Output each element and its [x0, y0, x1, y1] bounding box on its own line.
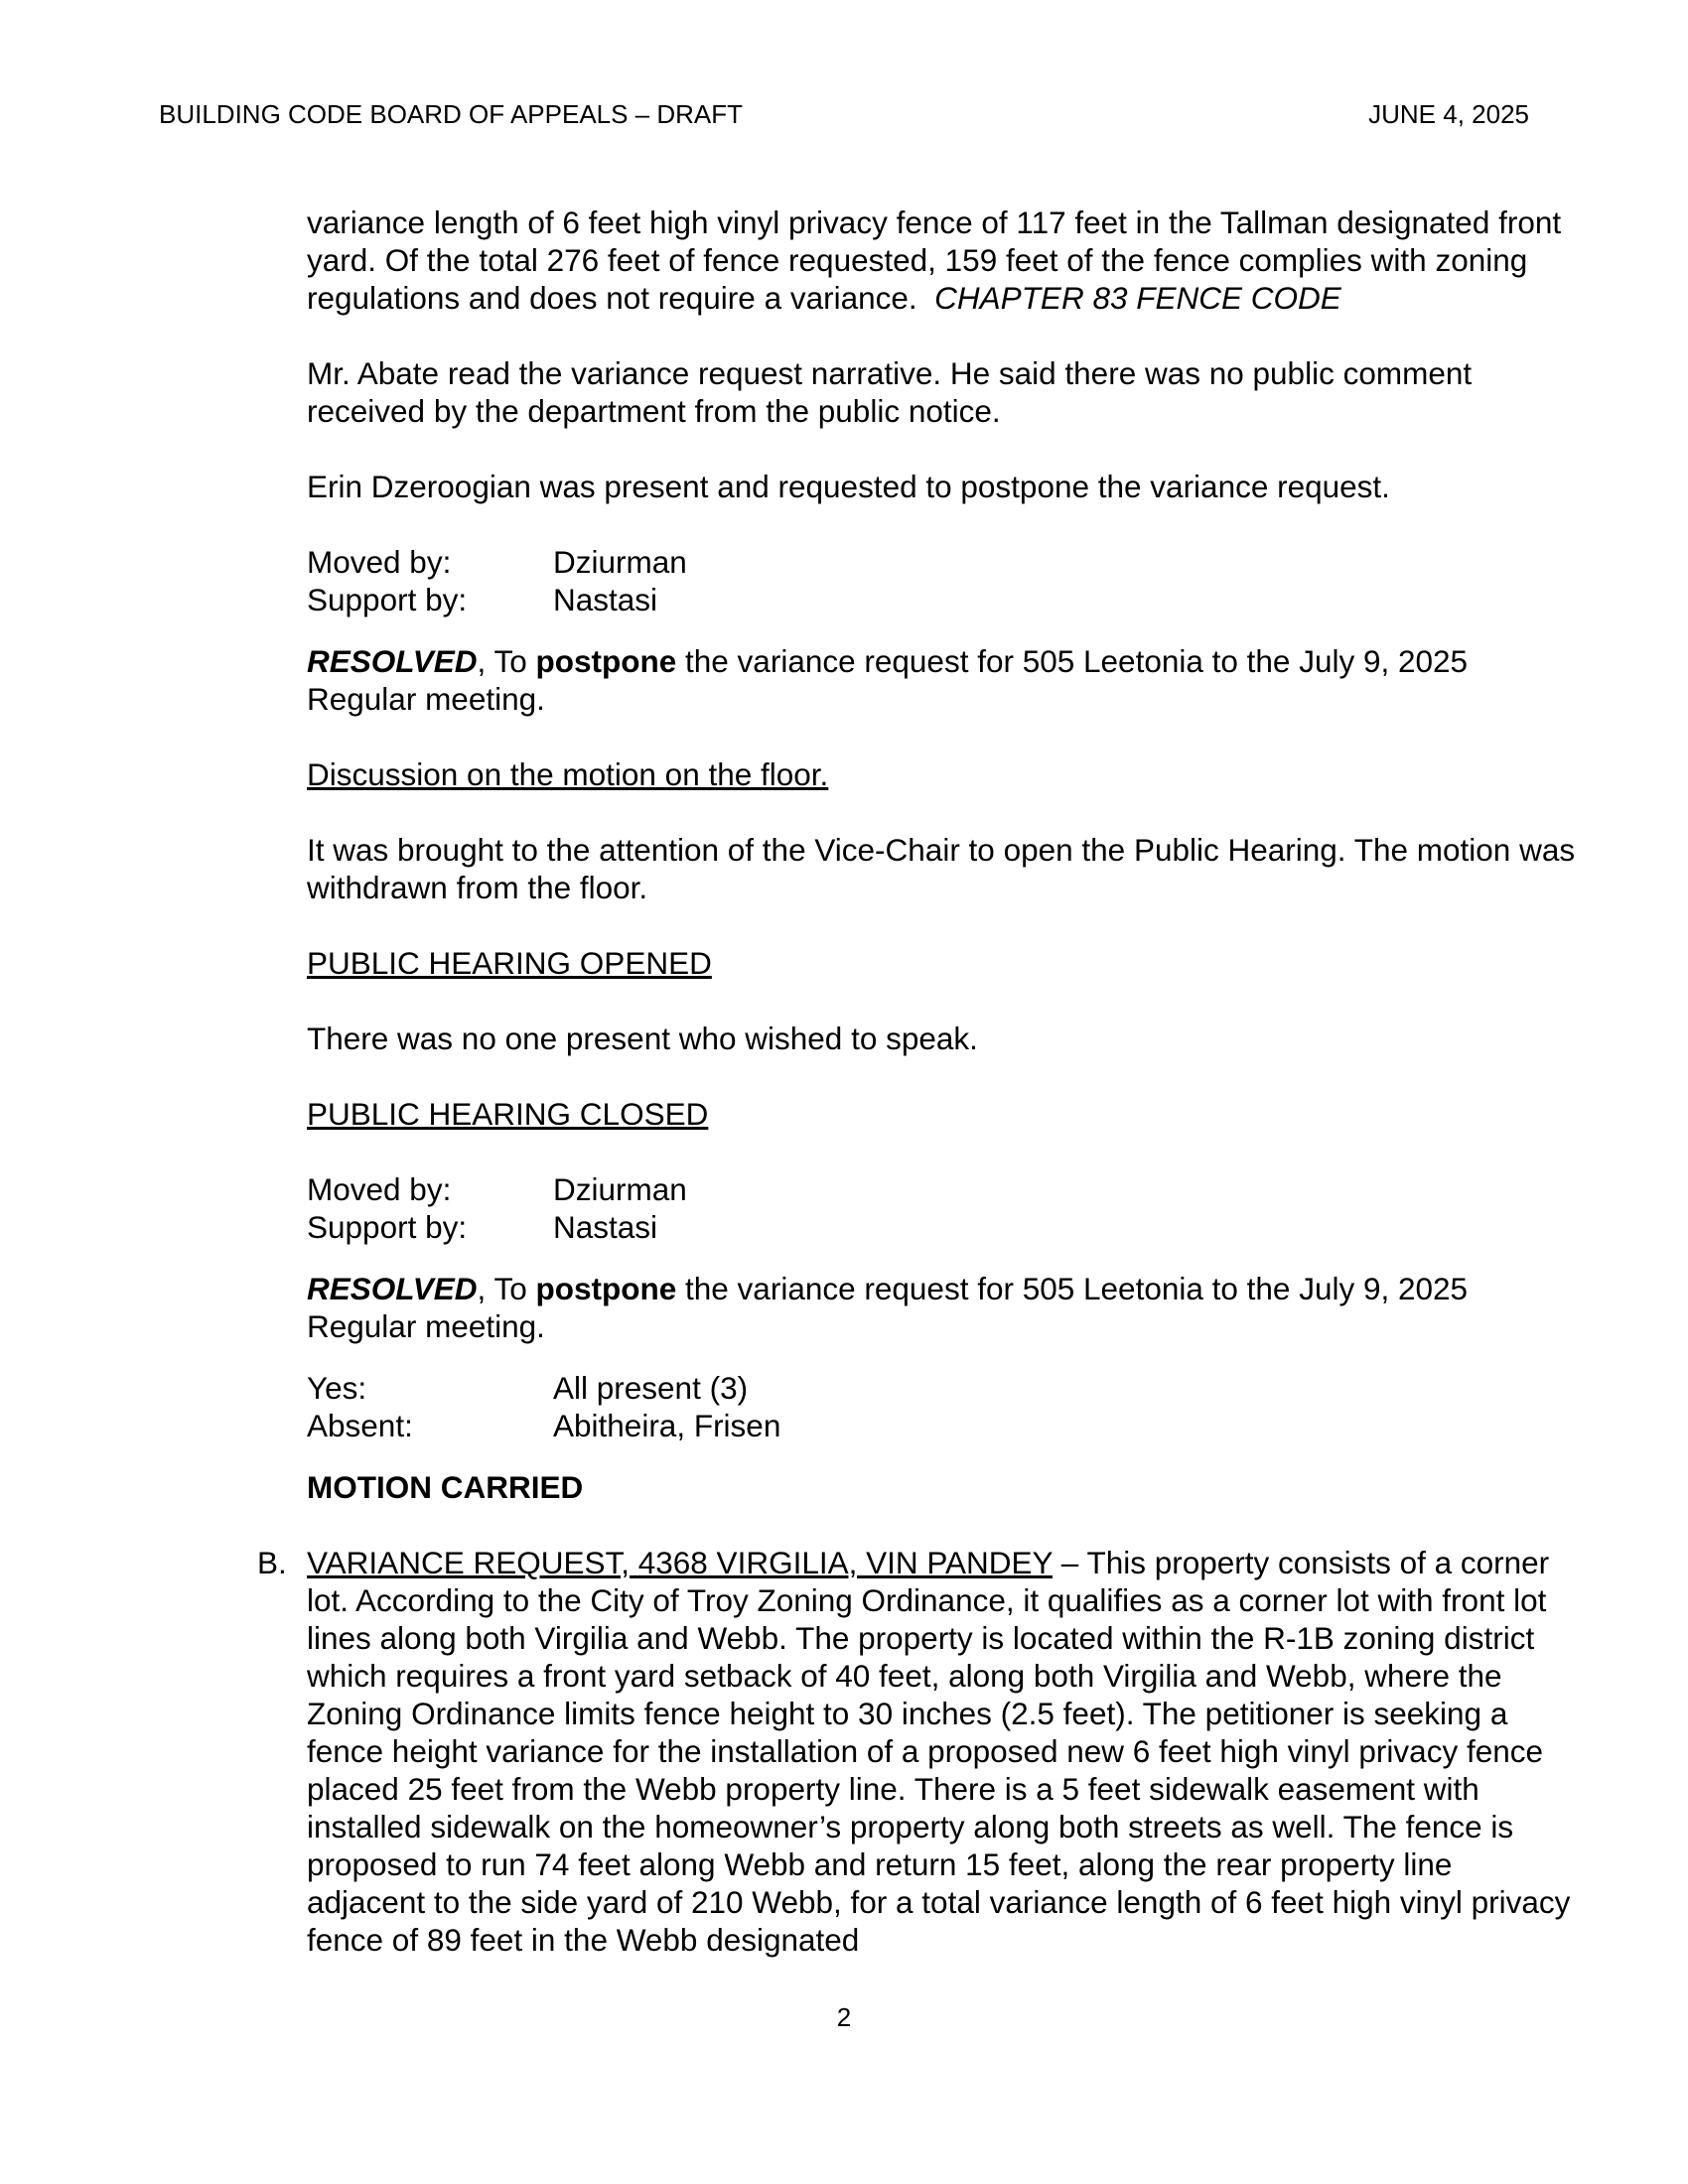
moved-by-row	[307, 1170, 1578, 1208]
support-by-label: Support by:	[307, 1209, 468, 1245]
paragraph-petitioner: Erin Dzeroogian was present and requested to postpone the variance request.	[307, 469, 1390, 504]
page-footer	[0, 2002, 1688, 2033]
vote-yes-value: All present (3)	[553, 1370, 749, 1406]
resolved-keyword: RESOLVED	[307, 643, 478, 679]
item-b-body: – This property consists of a corner lot. According to the City of Troy Zoning Ordinance, it qualifies as a corner lot with front lot lines along both Virgilia and Webb. The property is located within the R-1B zoning district which requires a front yard setback of 40 feet, along both Virgilia and Webb, where the Zoning Ordinance limits fence height to 30 inches (2.5 feet). The petitioner is seeking a fence height variance for the installation of a proposed new 6 feet high vinyl privacy fence placed 25 feet from the Webb property line. There is a 5 feet sidewalk easement with installed sidewalk on the homeowner’s property along both streets as well. The fence is proposed to run 74 feet along Webb and return 15 feet, along the rear property line adjacent to the side yard of 210 Webb, for a total variance length of 6 feet high vinyl privacy fence of 89 feet in the Webb designated	[307, 1545, 1571, 1958]
code-reference: CHAPTER 83 FENCE CODE	[934, 280, 1341, 316]
moved-by-value: Dziurman	[553, 1171, 687, 1207]
item-letter: B.	[257, 1545, 287, 1580]
moved-by-row	[307, 543, 1578, 581]
document-body	[257, 204, 1578, 1959]
resolution-text	[307, 642, 1578, 718]
moved-by-value: Dziurman	[553, 544, 687, 580]
public-hearing-opened-heading: PUBLIC HEARING OPENED	[307, 945, 712, 981]
moved-by-label: Moved by:	[307, 1171, 452, 1207]
vote-absent-value: Abitheira, Frisen	[553, 1408, 781, 1443]
paragraph-text: variance length of 6 feet high vinyl privacy fence of 117 feet in the Tallman designated front yard. Of the total 276 feet of fence requested, 159 feet of the fence complies with zoning regulations and does not require a variance.	[307, 205, 1562, 316]
resolution-action: postpone	[535, 643, 677, 679]
support-by-row	[307, 581, 1578, 618]
discussion-heading: Discussion on the motion on the floor.	[307, 756, 829, 792]
resolution-connector: , To	[477, 643, 536, 679]
resolution-connector: , To	[477, 1271, 536, 1306]
public-hearing-closed-heading: PUBLIC HEARING CLOSED	[307, 1096, 709, 1132]
resolved-keyword: RESOLVED	[307, 1271, 478, 1306]
resolution-text	[307, 1270, 1578, 1345]
resolution-action: postpone	[535, 1271, 677, 1306]
page-header	[159, 99, 1529, 130]
agenda-item-b	[257, 1544, 1578, 1959]
moved-by-label: Moved by:	[307, 544, 452, 580]
vote-yes-label: Yes:	[307, 1370, 367, 1406]
support-by-value: Nastasi	[553, 582, 658, 617]
header-date: JUNE 4, 2025	[1368, 99, 1529, 129]
paragraph-vice-chair: It was brought to the attention of the Vice-Chair to open the Public Hearing. The motion was withdrawn from the floor.	[307, 832, 1576, 905]
item-b-title: VARIANCE REQUEST, 4368 VIRGILIA, VIN PANDEY	[307, 1545, 1054, 1580]
paragraph-narrative: Mr. Abate read the variance request narrative. He said there was no public comment received by the department from the public notice.	[307, 355, 1473, 429]
support-by-value: Nastasi	[553, 1209, 658, 1245]
support-by-label: Support by:	[307, 582, 468, 617]
page-number: 2	[836, 2002, 852, 2032]
support-by-row	[307, 1208, 1578, 1246]
resolution-details: the variance request for 505 Leetonia to the July 9, 2025 Regular meeting.	[307, 1271, 1469, 1344]
vote-absent-row	[307, 1407, 1578, 1444]
paragraph-variance-length	[307, 204, 1578, 317]
item-b-text	[307, 1544, 1578, 1959]
vote-yes-row	[307, 1369, 1578, 1407]
resolution-details: the variance request for 505 Leetonia to the July 9, 2025 Regular meeting.	[307, 643, 1469, 717]
motion-carried: MOTION CARRIED	[307, 1469, 584, 1505]
header-title: BUILDING CODE BOARD OF APPEALS – DRAFT	[159, 99, 744, 129]
paragraph-no-speakers: There was no one present who wished to speak.	[307, 1021, 978, 1056]
vote-absent-label: Absent:	[307, 1408, 413, 1443]
